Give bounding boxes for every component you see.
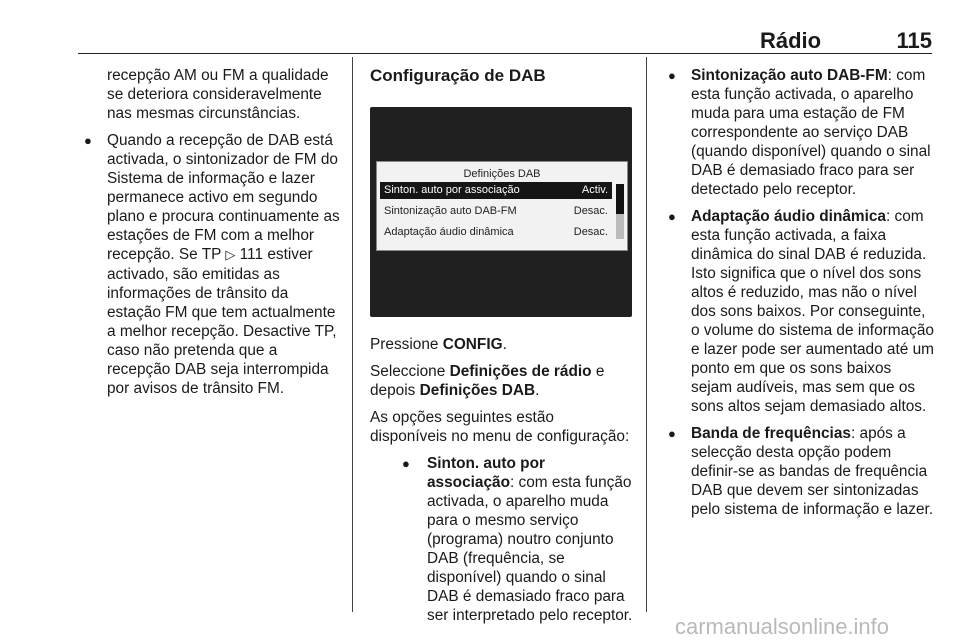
menu-item-label: Sinton. auto por associação <box>384 184 520 196</box>
menu-item-value: Activ. <box>581 184 608 196</box>
config-label: CONFIG <box>442 336 503 353</box>
bullet-icon: ● <box>668 209 676 224</box>
list-item <box>370 454 634 625</box>
bullet-icon: ● <box>668 68 676 83</box>
text: . <box>535 382 540 399</box>
option-name: Adaptação áudio dinâmica <box>691 208 886 225</box>
bullet-text-part2: estiver activado, são emitidas as informações de trânsito da estação FM que tem actualmente a melhor recepção. Desactive TP, caso não pretenda que a recepção DAB seja interrompida por avisos de trânsito FM. <box>107 246 337 397</box>
continuation-paragraph: recepção AM ou FM a qualidade se deteriora consideravelmente nas mesmas circunstâncias. <box>107 67 329 122</box>
list-item <box>664 207 936 416</box>
option-description: : com esta função activada, o aparelho muda para o mesmo serviço (programa) noutro conjunto DAB (frequência, se disponível) quando o sinal DAB é demasiado fraco para ser interpretado pelo receptor. <box>427 474 633 624</box>
paragraph-options-intro: As opções seguintes estão disponíveis no menu de configuração: <box>370 409 630 445</box>
menu-item-value: Desac. <box>573 226 608 238</box>
option-description: : com esta função activada, o aparelho muda para uma estação de FM correspondente ao serviço DAB (quando disponível) quando o sinal DAB é demasiado fraco para ser detectado pelo receptor. <box>691 67 931 198</box>
header-rule <box>78 53 932 54</box>
panel-title: Definições DAB <box>463 168 541 180</box>
option-description: : com esta função activada, a faixa dinâmica do sinal DAB é reduzida. Isto significa que o nível dos sons altos é reduzido, mas não o nível dos sons baixos. Por conseguinte, o volume do sistema de informação e lazer pode ser aumentado até um ponto em que os sons baixos sejam audíveis, mas sem que os sons altos sejam demasiado altos. <box>691 208 934 415</box>
text: e depois <box>370 363 605 399</box>
list-item <box>664 66 936 199</box>
page-reference-link[interactable]: 111 <box>239 246 264 263</box>
menu-item-dab-fm <box>380 203 612 220</box>
page-reference-icon: ▷ <box>225 248 236 263</box>
bullet-text-part1: Quando a recepção de DAB está activada, o sintonizador de FM do Sistema de informação e lazer permanece activo em segundo plano e procura continuamente as estações de FM com a melhor recepção. Se TP <box>107 132 340 263</box>
column-divider <box>352 57 353 612</box>
column-divider <box>646 57 647 612</box>
menu-item-label: Adaptação áudio dinâmica <box>384 226 514 238</box>
bullet-icon: ● <box>402 456 410 471</box>
menu-item-audio-adaptation <box>380 224 612 241</box>
watermark: carmanualsonline.info <box>675 614 890 639</box>
option-name: Sinton. auto por associação <box>427 455 545 491</box>
dab-settings-screen <box>370 107 632 317</box>
text: . <box>502 336 507 353</box>
settings-panel <box>376 161 628 251</box>
scrollbar-thumb <box>616 184 624 214</box>
menu-item-sinton-auto <box>380 182 612 199</box>
page-number: 115 <box>896 28 932 53</box>
list-item <box>664 424 936 519</box>
section-title: Configuração de DAB <box>370 66 546 85</box>
page-title: Rádio <box>760 28 822 53</box>
option-name: Banda de frequências <box>691 425 851 442</box>
bullet-icon: ● <box>668 426 676 441</box>
text: Pressione <box>370 336 443 353</box>
paragraph-select-settings <box>370 362 634 400</box>
scrollbar <box>616 184 624 239</box>
list-item <box>80 131 342 398</box>
column-2 <box>370 66 634 633</box>
radio-settings-label: Definições de rádio <box>449 363 592 380</box>
option-name: Sintonização auto DAB-FM <box>691 67 888 84</box>
text: Seleccione <box>370 363 450 380</box>
menu-item-label: Sintonização auto DAB-FM <box>384 205 517 217</box>
paragraph-press-config <box>370 335 634 354</box>
menu-item-value: Desac. <box>573 205 608 217</box>
bullet-icon: ● <box>84 133 92 148</box>
column-3 <box>664 66 936 527</box>
option-description: : após a selecção desta opção podem definir-se as bandas de frequência DAB que devem ser sintonizadas pelo sistema de informação e lazer. <box>691 425 934 518</box>
dab-settings-label: Definições DAB <box>419 382 536 399</box>
column-1 <box>80 66 342 406</box>
